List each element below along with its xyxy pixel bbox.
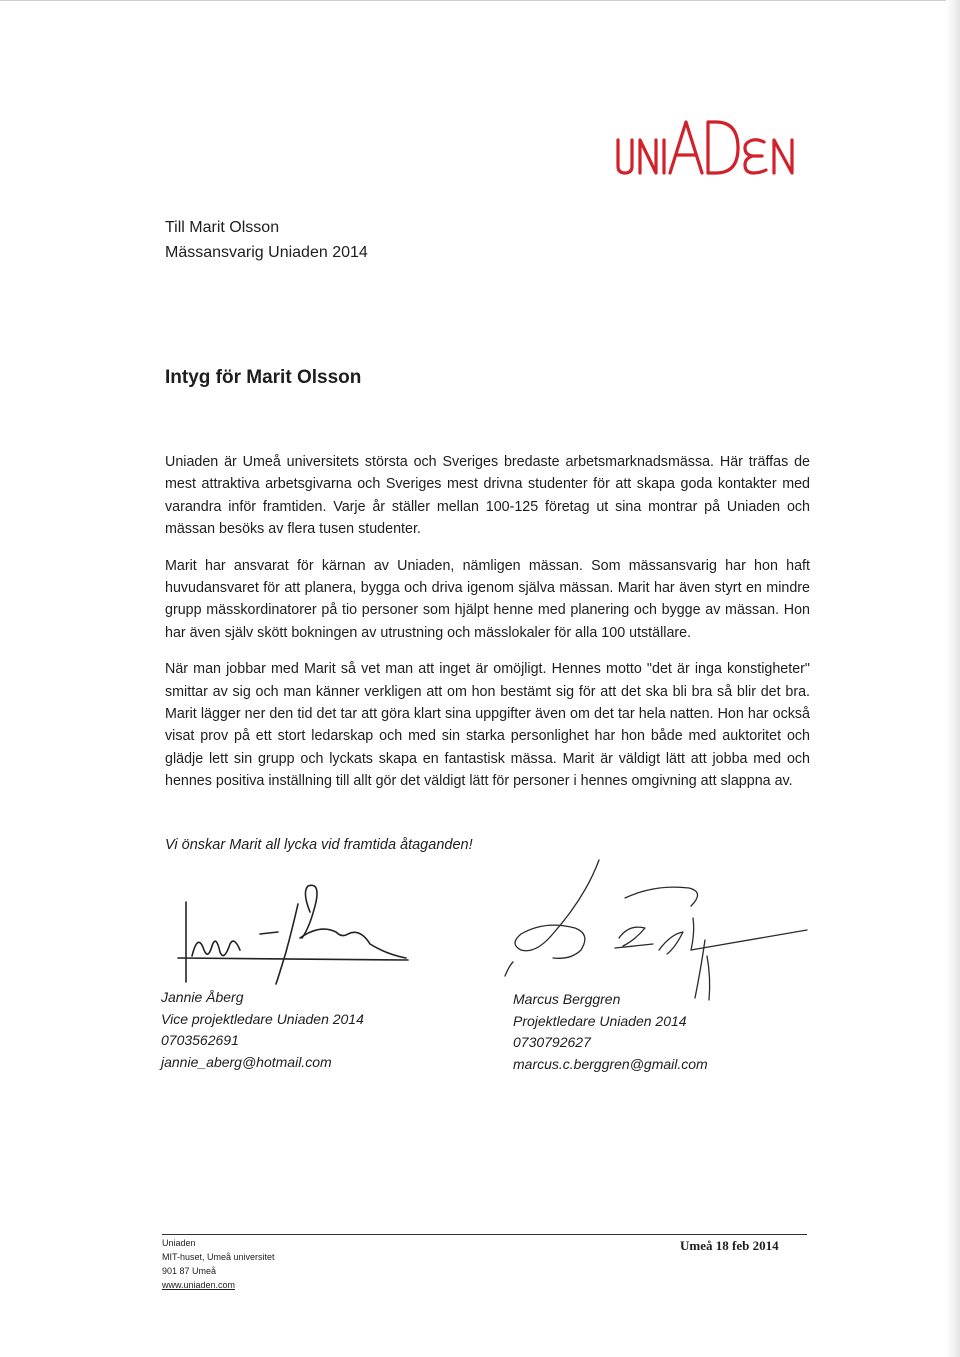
- scan-right-edge: [946, 0, 960, 1357]
- footer-address-line1: MIT-huset, Umeå universitet: [162, 1252, 275, 1262]
- paragraph-character: När man jobbar med Marit så vet man att inget är omöjligt. Hennes motto "det är inga konstigheter" smittar av sig och man känner verkligen att om hon bestämt sig för att det ska bli bra så blir det bra. Marit lägger ner den tid det tar att göra klart sina uppgifter även om det tar hela natten. Hon har också visat prov på ett stort ledarskap och med sin starka personlighet har hon både med auktoritet och glädje lett sin grupp och lyckats skapa en fantastisk mässa. Marit är väldigt lätt att jobba med och hennes positiva inställning till allt gör det väldigt lätt för personer i hennes omgivning att slappna av.: [165, 661, 810, 790]
- recipient-name: Till Marit Olsson: [165, 219, 280, 236]
- signer-email: marcus.c.berggren@gmail.com: [513, 1055, 708, 1072]
- signature-marcus: [495, 858, 815, 1003]
- signer-marcus: [513, 989, 708, 1075]
- signer-phone: 0730792627: [513, 1034, 591, 1050]
- signer-email: jannie_aberg@hotmail.com: [161, 1053, 332, 1070]
- scan-top-edge: [0, 0, 960, 1]
- footer-org: Uniaden: [162, 1238, 196, 1248]
- letter-body: [165, 451, 810, 807]
- recipient-block: [165, 215, 368, 265]
- signer-phone: 0703562691: [161, 1032, 239, 1048]
- signature-marcus-strokes: [495, 858, 815, 1003]
- signer-role: Projektledare Uniaden 2014: [513, 1012, 687, 1029]
- signer-role: Vice projektledare Uniaden 2014: [161, 1010, 364, 1027]
- uniaden-logo-mark: [600, 118, 830, 180]
- signature-jannie-strokes: [160, 872, 420, 987]
- paragraph-intro: Uniaden är Umeå universitets största och Sveriges bredaste arbetsmarknadsmässa. Här träffas de mest attraktiva arbetsgivarna och Sveriges mest drivna studenter för att skapa goda kontakter med varandra inför framtiden. Varje år ställer mellan 100-125 företag ut sina montrar på Uniaden och mässan besöks av flera tusen studenter.: [165, 454, 810, 538]
- paragraph-responsibilities: Marit har ansvarat för kärnan av Uniaden, nämligen mässan. Som mässansvarig har hon haft huvudansvaret för att planera, bygga och driva igenom själva mässan. Marit har även styrt en mindre grupp mässkordinatorer på tio personer som hjälpt henne med planering och bygge av mässan. Hon har även själv skött bokningen av utrustning och mässlokaler för alla 100 utställare.: [165, 557, 810, 641]
- footer-address-line2: 901 87 Umeå: [162, 1266, 217, 1276]
- signature-jannie: [160, 872, 420, 987]
- footer-address: [162, 1236, 275, 1292]
- signer-name: Jannie Åberg: [161, 989, 244, 1005]
- signer-name: Marcus Berggren: [513, 991, 621, 1007]
- footer-website-link[interactable]: www.uniaden.com: [162, 1280, 236, 1290]
- footer-divider: [162, 1234, 807, 1235]
- footer-date: Umeå 18 feb 2014: [680, 1238, 779, 1253]
- recipient-role: Mässansvarig Uniaden 2014: [165, 244, 368, 261]
- letter-title: Intyg för Marit Olsson: [165, 367, 362, 388]
- uniaden-logo: [600, 118, 830, 180]
- signer-jannie: [161, 987, 364, 1073]
- closing-wish: Vi önskar Marit all lycka vid framtida åtaganden!: [165, 837, 473, 853]
